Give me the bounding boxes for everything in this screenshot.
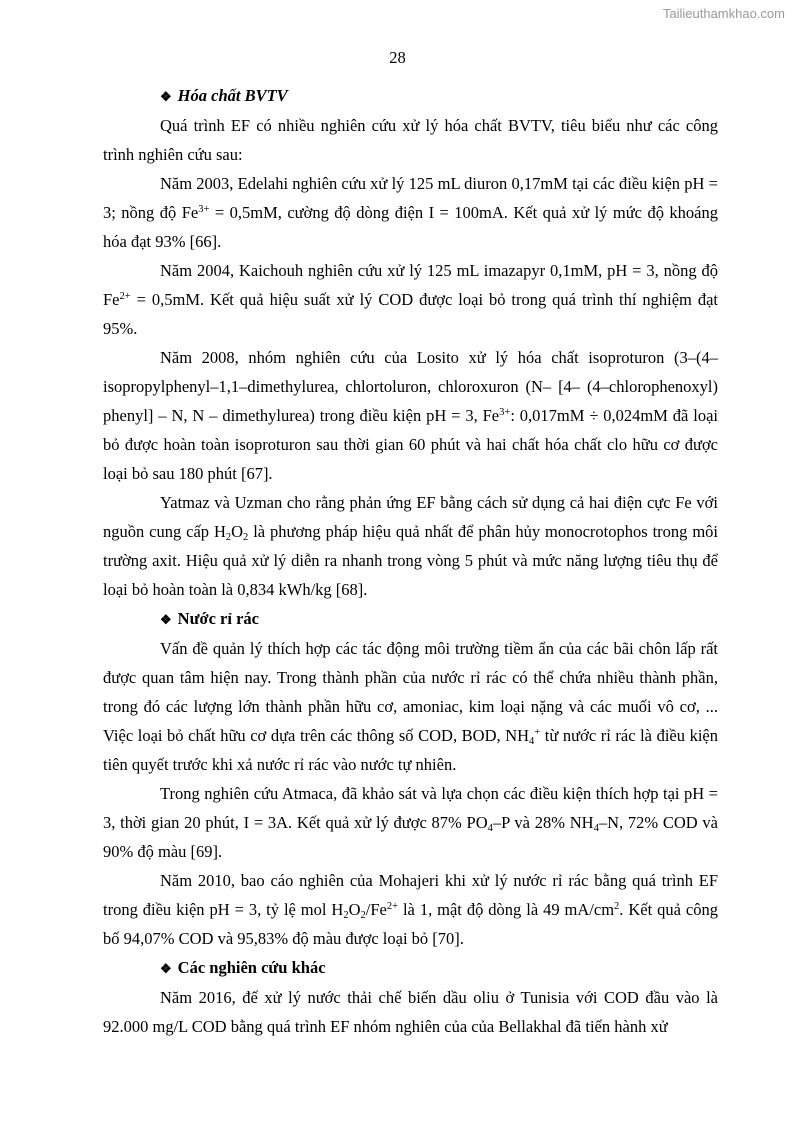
diamond-bullet-icon: ❖ (160, 612, 172, 627)
text-run: Năm 2010, bao cáo nghiên của Mohajeri khi xử lý nước rỉ rác bằng quá trình EF trong điều kiện pH = 3, tỷ lệ mol H (103, 871, 718, 919)
page-number: 28 (389, 48, 406, 67)
text-run: Các nghiên cứu khác (177, 958, 326, 977)
section-heading (103, 81, 718, 111)
text-run: là 1, mật độ dòng là 49 mA/cm (398, 900, 615, 919)
text-run: O (231, 522, 244, 541)
text-run: –N, 72% COD và 90% độ màu [69]. (103, 813, 719, 861)
text-run: Năm 2004, Kaichouh nghiên cứu xử lý 125 mL imazapyr 0,1mM, pH = 3, nồng độ Fe (103, 261, 718, 309)
paragraph (103, 634, 718, 779)
superscript: 3+ (198, 204, 210, 215)
diamond-bullet-icon: ❖ (160, 89, 172, 104)
text-run: từ nước rỉ rác là điều kiện tiên quyết trước khi xả nước rỉ rác vào nước tự nhiên. (103, 726, 718, 774)
subscript: 4 (487, 823, 493, 834)
text-run: là phương pháp hiệu quả nhất để phân hủy monocrotophos trong môi trường axit. Hiệu quả xử lý diễn ra nhanh trong vòng 5 phút và mức năng lượng tiêu thụ để loại bỏ hoàn toàn là 0,834 kWh/kg [68]. (103, 522, 718, 599)
text-run: Vấn đề quản lý thích hợp các tác động môi trường tiềm ẩn của các bãi chôn lấp rất được quan tâm hiện nay. Trong thành phần của nước rỉ rác có thể chứa nhiều thành phần, trong đó các lượng lớn thành phần hữu cơ, amoniac, kim loại nặng và các muối vô cơ, ... Việc loại bỏ chất hữu cơ dựa trên các thông số COD, BOD, NH (103, 639, 718, 745)
section-heading (103, 953, 718, 983)
superscript: 2+ (386, 901, 399, 912)
paragraph (103, 111, 718, 169)
superscript: + (534, 727, 541, 738)
document-body (103, 81, 718, 1041)
paragraph (103, 343, 718, 488)
text-run: Hóa chất BVTV (177, 86, 288, 105)
superscript: 2 (614, 901, 620, 912)
text-run: . Kết quả công bố 94,07% COD và 95,83% độ màu được loại bỏ [70]. (103, 900, 718, 948)
text-run: Năm 2008, nhóm nghiên cứu của Losito xử lý hóa chất isoproturon (3–(4–isopropylphenyl–1,1–dimethylurea, chlortoluron, chloroxuron (N– [4– (4–chlorophenoxyl) phenyl] – N, N – dimethylurea) trong điều kiện pH = 3, Fe (103, 348, 718, 425)
paragraph (103, 169, 718, 256)
text-run: –P và 28% NH (492, 813, 594, 832)
text-run: Năm 2016, để xử lý nước thải chế biến dầu oliu ở Tunisia với COD đầu vào là 92.000 mg/L COD bằng quá trình EF nhóm nghiên của của Bellakhal đã tiến hành xử (103, 988, 718, 1036)
paragraph (103, 256, 718, 343)
paragraph (103, 779, 718, 866)
text-run: = 0,5mM, cường độ dòng điện I = 100mA. Kết quả xử lý mức độ khoáng hóa đạt 93% [66]. (103, 203, 718, 251)
subscript: 4 (529, 736, 535, 747)
paragraph (103, 488, 718, 604)
subscript: 2 (243, 532, 249, 543)
paragraph (103, 983, 718, 1041)
watermark: Tailieuthamkhao.com (662, 6, 785, 21)
subscript: 2 (343, 910, 349, 921)
subscript: 2 (360, 910, 366, 921)
subscript: 2 (225, 532, 232, 543)
section-heading (103, 604, 718, 634)
text-run: : 0,017mM ÷ 0,024mM đã loại bỏ được hoàn toàn isoproturon sau thời gian 60 phút và hai chất hóa chất clo hữu cơ được loại bỏ sau 180 phút [67]. (103, 406, 719, 483)
text-run: Quá trình EF có nhiều nghiên cứu xử lý hóa chất BVTV, tiêu biểu như các công trình nghiên cứu sau: (103, 116, 718, 164)
text-run: = 0,5mM. Kết quả hiệu suất xử lý COD được loại bỏ trong quá trình thí nghiệm đạt 95%. (103, 290, 718, 338)
subscript: 4 (593, 823, 599, 834)
superscript: 3+ (499, 407, 511, 418)
text-run: Yatmaz và Uzman cho rằng phản ứng EF bằng cách sử dụng cả hai điện cực Fe với nguồn cung cấp H (103, 493, 718, 541)
text-run: Năm 2003, Edelahi nghiên cứu xử lý 125 mL diuron 0,17mM tại các điều kiện pH = 3; nồng độ Fe (103, 174, 718, 222)
diamond-bullet-icon: ❖ (160, 961, 172, 976)
text-run: O (348, 900, 361, 919)
paragraph (103, 866, 718, 953)
text-run: Nước rỉ rác (177, 609, 259, 628)
superscript: 2+ (119, 291, 131, 302)
text-run: Trong nghiên cứu Atmaca, đã khảo sát và lựa chọn các điều kiện thích hợp tại pH = 3, thời gian 20 phút, I = 3A. Kết quả xử lý được 87% PO (103, 784, 718, 832)
text-run: /Fe (365, 900, 387, 919)
